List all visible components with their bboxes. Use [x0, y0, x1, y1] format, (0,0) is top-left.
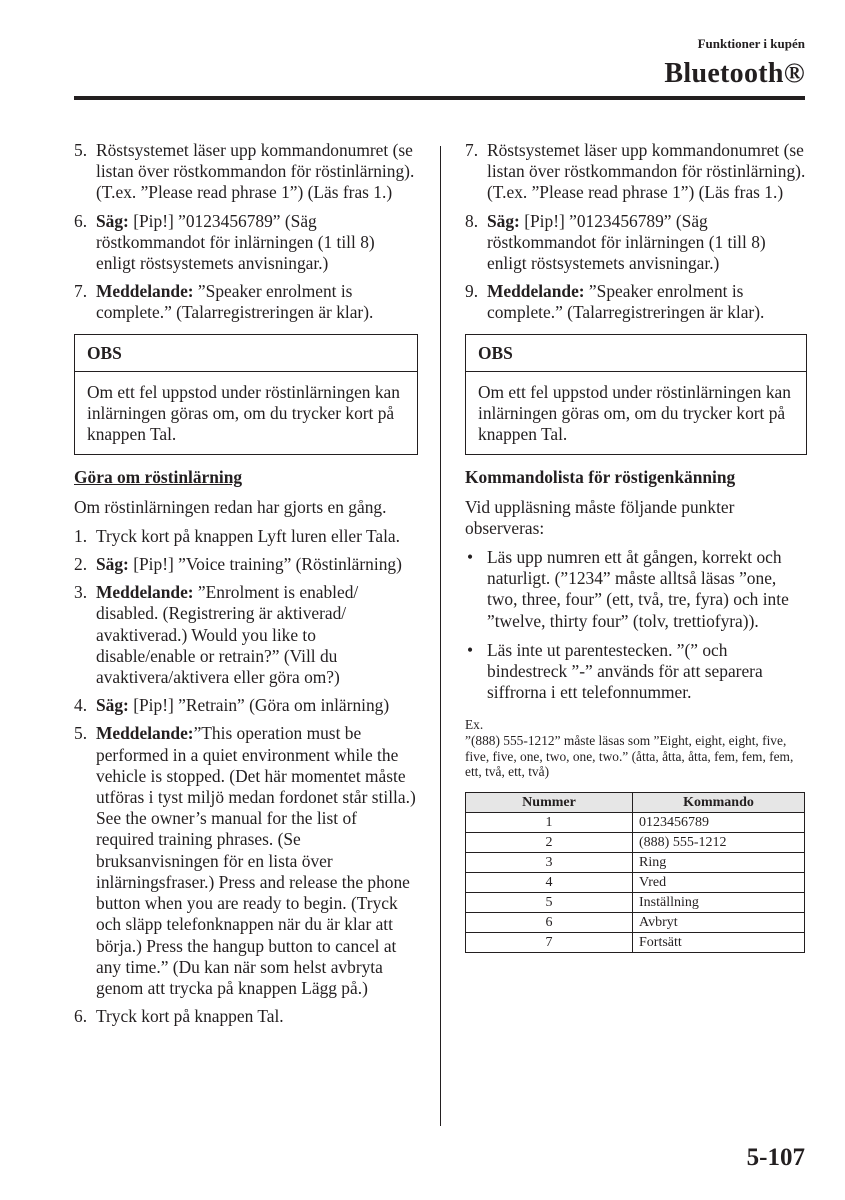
steps-list-c [465, 140, 807, 324]
example-block [465, 717, 807, 779]
step-text: [Pip!] ”Retrain” (Göra om inlärning) [128, 695, 390, 716]
obs-body: Om ett fel uppstod under röstinlärningen kan inlärningen göras om, om du trycker kort på knappen Tal. [478, 381, 791, 445]
step-item [74, 695, 418, 716]
step-text: Röstsystemet läser upp kommandonumret (se listan över röstkommandon för röstinlärning). (T.ex. ”Please read phrase 1”) (Läs fras 1.) [96, 140, 415, 203]
step-text: [Pip!] ”Voice training” (Röstinlärning) [128, 554, 402, 575]
step-keyword: Säg: [96, 695, 129, 716]
step-number: 1. [74, 525, 88, 546]
table-cell: Avbryt [633, 912, 805, 932]
header-rule [74, 96, 805, 100]
obs-note-box [74, 334, 418, 456]
bullet-icon: • [467, 547, 474, 568]
step-keyword: Meddelande: [96, 582, 194, 603]
step-text: [Pip!] ”0123456789” (Säg röstkommandot för inlärningen (1 till 8) enligt röstsystemets anvisningar.) [487, 210, 766, 274]
obs-title: OBS [466, 335, 806, 372]
page-number: 5-107 [746, 1144, 805, 1171]
step-keyword: Säg: [96, 554, 129, 575]
step-number: 3. [74, 582, 88, 603]
obs-note-box [465, 334, 807, 456]
bullet-item [465, 547, 807, 632]
bullet-item [465, 640, 807, 704]
table-row [466, 872, 805, 892]
step-item [74, 526, 418, 547]
table-cell: 0123456789 [633, 812, 805, 832]
table-row [466, 832, 805, 852]
step-item [74, 582, 418, 688]
step-item [74, 211, 418, 275]
step-item [465, 140, 807, 204]
step-number: 8. [465, 210, 479, 231]
page-title: Bluetooth® [664, 58, 805, 89]
example-text: ”(888) 555-1212” måste läsas som ”Eight, eight, eight, five, five, five, one, two, one, two.” (åtta, åtta, åtta, fem, fem, fem, ett, två, ett, två) [465, 733, 794, 780]
bullet-text: Läs inte ut parentestecken. ”(” och bindestreck ”-” används för att separera siffrorna i ett telefonnummer. [487, 639, 763, 703]
table-cell: Ring [633, 852, 805, 872]
step-text: ”Speaker enrolment is complete.” (Talarregistreringen är klar). [487, 281, 765, 323]
column-header: Nummer [466, 792, 633, 812]
bullet-icon: • [467, 639, 474, 660]
step-number: 4. [74, 695, 88, 716]
table-cell: 6 [466, 912, 633, 932]
obs-title: OBS [75, 335, 417, 372]
right-column [465, 140, 807, 953]
table-row [466, 812, 805, 832]
step-item [465, 211, 807, 275]
step-item [74, 1006, 418, 1027]
table-cell: 5 [466, 892, 633, 912]
table-cell: 4 [466, 872, 633, 892]
table-cell: Vred [633, 872, 805, 892]
column-header: Kommando [633, 792, 805, 812]
step-keyword: Meddelande: [487, 281, 585, 302]
table-row [466, 932, 805, 952]
left-column [74, 140, 418, 1034]
step-keyword: Meddelande: [96, 723, 194, 744]
steps-list-a [74, 140, 418, 324]
step-number: 5. [74, 140, 88, 160]
example-label: Ex. [465, 717, 484, 733]
step-number: 5. [74, 723, 88, 744]
table-cell: Fortsätt [633, 932, 805, 952]
table-cell: 7 [466, 932, 633, 952]
steps-list-b [74, 526, 418, 1027]
step-number: 6. [74, 1006, 88, 1027]
step-number: 6. [74, 210, 88, 231]
step-number: 7. [465, 140, 479, 160]
table-cell: Inställning [633, 892, 805, 912]
step-keyword: Meddelande: [96, 281, 194, 302]
step-item [74, 281, 418, 323]
step-item [74, 140, 418, 204]
step-text: ”This operation must be performed in a quiet environment while the vehicle is stopped. (Det här momentet måste utföras i tyst miljö medan fordonet står stilla.) See the owner’s manual for the list of required training phrases. (Se bruksanvisningen för en lista över inlärningsfraser.) Press and release the phone button when you are ready to begin. (Tryck och släpp telefonknappen när du är klar att börja.) Press the hangup button to cancel at any time.” (Du kan när som helst avbryta genom att trycka på knappen Lägg på.) [96, 723, 416, 998]
command-table [465, 792, 805, 953]
table-row [466, 892, 805, 912]
step-keyword: Säg: [96, 210, 129, 231]
step-item [74, 723, 418, 999]
table-cell: 2 [466, 832, 633, 852]
table-cell: (888) 555-1212 [633, 832, 805, 852]
table-row [466, 852, 805, 872]
step-text: Tryck kort på knappen Lyft luren eller Tala. [96, 525, 401, 546]
step-text: Tryck kort på knappen Tal. [96, 1006, 284, 1027]
section-heading: Göra om röstinlärning [74, 467, 243, 488]
step-text: [Pip!] ”0123456789” (Säg röstkommandot för inlärningen (1 till 8) enligt röstsystemets anvisningar.) [96, 210, 375, 274]
table-header-row [466, 792, 805, 812]
step-item [465, 281, 807, 323]
bullet-list [465, 547, 807, 703]
section-heading: Kommandolista för röstigenkänning [465, 467, 736, 488]
step-text: Röstsystemet läser upp kommandonumret (se listan över röstkommandon för röstinlärning). (T.ex. ”Please read phrase 1”) (Läs fras 1.) [487, 140, 806, 203]
intro-text: Om röstinlärningen redan har gjorts en gång. [74, 496, 387, 517]
obs-body: Om ett fel uppstod under röstinlärningen kan inlärningen göras om, om du trycker kort på knappen Tal. [87, 381, 400, 445]
section-label: Funktioner i kupén [697, 36, 805, 51]
step-number: 9. [465, 281, 479, 302]
intro-text: Vid uppläsning måste följande punkter observeras: [465, 496, 735, 538]
column-divider [440, 146, 441, 1126]
step-text: ”Speaker enrolment is complete.” (Talarregistreringen är klar). [96, 281, 374, 323]
step-keyword: Säg: [487, 210, 520, 231]
table-cell: 1 [466, 812, 633, 832]
step-item [74, 554, 418, 575]
step-number: 7. [74, 281, 88, 302]
table-cell: 3 [466, 852, 633, 872]
table-row [466, 912, 805, 932]
step-text: ”Enrolment is enabled/ disabled. (Registrering är aktiverad/ avaktiverad.) Would you like to disable/enable or retrain?” (Vill du avaktivera/aktivera eller göra om?) [96, 582, 359, 688]
step-number: 2. [74, 554, 88, 575]
bullet-text: Läs upp numren ett åt gången, korrekt och naturligt. (”1234” måste alltså läsas ”one, two, three, four” (ett, två, tre, fyra) och inte ”twelve, thirty four” (tolv, trettiofyra)). [487, 547, 789, 631]
